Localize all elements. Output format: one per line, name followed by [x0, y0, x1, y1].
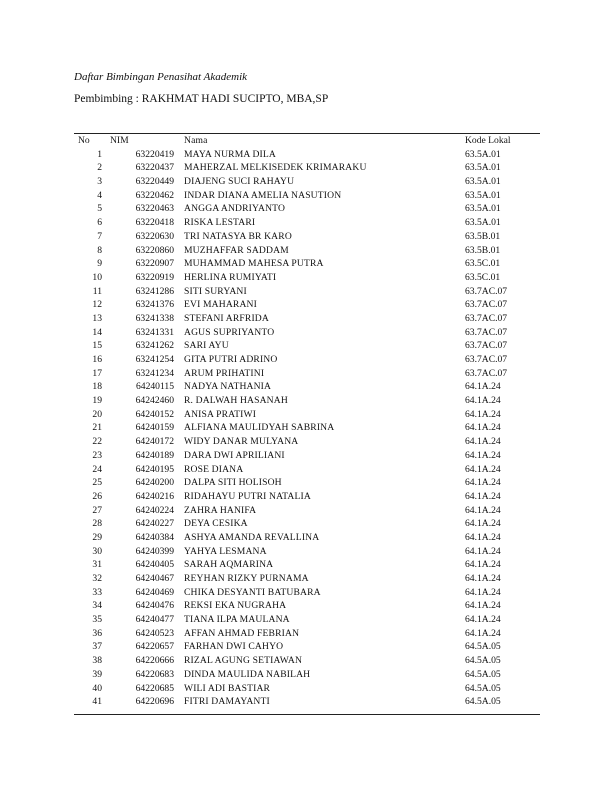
cell-name: DINDA MAULIDA NABILAH: [184, 668, 311, 680]
cell-no: 3: [97, 176, 102, 188]
cell-nim: 63241338: [135, 312, 174, 324]
cell-name: MAYA NURMA DILA: [184, 148, 276, 160]
table-row: [74, 380, 540, 394]
cell-no: 38: [92, 655, 102, 667]
table-row: [74, 490, 540, 504]
cell-no: 17: [92, 367, 102, 379]
table-row: [74, 353, 540, 367]
cell-no: 4: [97, 189, 102, 201]
cell-no: 23: [92, 449, 102, 461]
cell-name: DARA DWI APRILIANI: [184, 449, 285, 461]
cell-nim: 63220419: [135, 148, 174, 160]
cell-no: 36: [92, 627, 102, 639]
cell-no: 21: [92, 422, 102, 434]
cell-kode-lokal: 64.1A.24: [465, 436, 501, 448]
cell-kode-lokal: 63.7AC.07: [465, 326, 508, 338]
cell-no: 25: [92, 477, 102, 489]
cell-no: 40: [92, 682, 102, 694]
cell-nim: 63220907: [135, 258, 174, 270]
cell-nim: 64240159: [135, 422, 174, 434]
cell-nim: 63220860: [135, 244, 174, 256]
cell-nim: 63220462: [135, 189, 174, 201]
cell-no: 9: [97, 258, 102, 270]
cell-name: SARAH AQMARINA: [184, 559, 274, 571]
cell-name: WIDY DANAR MULYANA: [184, 436, 299, 448]
cell-nim: 64220666: [135, 655, 174, 667]
cell-nim: 63220463: [135, 203, 174, 215]
table-body: [74, 148, 540, 709]
header-no: No: [78, 135, 90, 146]
cell-no: 32: [92, 573, 102, 584]
table-row: [74, 435, 540, 449]
cell-name: DEYA CESIKA: [184, 518, 248, 530]
cell-no: 33: [92, 586, 102, 598]
cell-name: DIAJENG SUCI RAHAYU: [184, 176, 295, 188]
table-row: [74, 161, 540, 175]
cell-name: NADYA NATHANIA: [184, 381, 272, 393]
cell-name: TIANA ILPA MAULANA: [184, 614, 290, 626]
cell-kode-lokal: 64.1A.24: [465, 477, 501, 489]
cell-nim: 64240172: [135, 436, 174, 448]
cell-name: REYHAN RIZKY PURNAMA: [184, 573, 309, 584]
cell-name: FITRI DAMAYANTI: [184, 696, 270, 708]
cell-no: 31: [92, 559, 102, 571]
cell-no: 7: [97, 230, 102, 242]
cell-name: WILI ADI BASTIAR: [184, 682, 271, 694]
cell-name: SARI AYU: [184, 340, 229, 352]
cell-nim: 63241234: [135, 367, 174, 379]
cell-no: 22: [92, 436, 102, 448]
cell-name: MUHAMMAD MAHESA PUTRA: [184, 258, 324, 270]
cell-nim: 64220685: [135, 682, 174, 694]
table-row: [74, 668, 540, 682]
cell-kode-lokal: 64.5A.05: [465, 655, 501, 667]
cell-no: 15: [92, 340, 102, 352]
cell-nim: 64240224: [135, 504, 174, 516]
table-row: [74, 367, 540, 381]
table-header-row: [74, 134, 540, 148]
cell-name: GITA PUTRI ADRINO: [184, 354, 278, 365]
cell-kode-lokal: 64.1A.24: [465, 408, 501, 420]
cell-kode-lokal: 64.5A.05: [465, 682, 501, 694]
cell-name: ASHYA AMANDA REVALLINA: [184, 531, 320, 543]
cell-nim: 64240195: [135, 463, 174, 475]
cell-no: 1: [97, 148, 102, 160]
table-row: [74, 244, 540, 258]
table-row: [74, 640, 540, 654]
cell-no: 11: [92, 285, 102, 297]
cell-kode-lokal: 64.1A.24: [465, 573, 501, 584]
table-bottom-rule: [74, 714, 540, 715]
cell-kode-lokal: 63.5B.01: [465, 230, 501, 242]
cell-name: MUZHAFFAR SADDAM: [184, 244, 289, 256]
cell-nim: 64240399: [135, 545, 174, 557]
cell-no: 35: [92, 614, 102, 626]
cell-nim: 63220449: [135, 176, 174, 188]
table-row: [74, 449, 540, 463]
table-row: [74, 695, 540, 709]
table-row: [74, 257, 540, 271]
cell-nim: 64240476: [135, 600, 174, 612]
cell-nim: 64242460: [135, 395, 174, 407]
table-row: [74, 298, 540, 312]
cell-kode-lokal: 64.5A.05: [465, 641, 501, 653]
table-row: [74, 326, 540, 340]
table-row: [74, 421, 540, 435]
cell-kode-lokal: 63.5B.01: [465, 244, 501, 256]
cell-no: 20: [92, 408, 102, 420]
table-row: [74, 408, 540, 422]
cell-nim: 64240216: [135, 490, 174, 502]
cell-no: 26: [92, 490, 102, 502]
cell-kode-lokal: 64.1A.24: [465, 449, 501, 461]
cell-kode-lokal: 63.5A.01: [465, 148, 501, 160]
cell-no: 37: [92, 641, 102, 653]
table-row: [74, 545, 540, 559]
cell-nim: 64240115: [135, 381, 174, 393]
table-row: [74, 586, 540, 600]
table-row: [74, 148, 540, 162]
cell-no: 5: [97, 203, 102, 215]
cell-name: RIDAHAYU PUTRI NATALIA: [184, 490, 311, 502]
cell-name: INDAR DIANA AMELIA NASUTION: [184, 189, 342, 201]
cell-no: 34: [92, 600, 102, 612]
cell-name: SITI SURYANI: [184, 285, 247, 297]
cell-no: 16: [92, 354, 102, 365]
cell-no: 10: [92, 271, 102, 283]
cell-kode-lokal: 63.7AC.07: [465, 299, 508, 311]
cell-no: 6: [97, 217, 102, 229]
cell-kode-lokal: 64.1A.24: [465, 559, 501, 571]
cell-nim: 64240189: [135, 449, 174, 461]
cell-nim: 64240200: [135, 477, 174, 489]
cell-name: ARUM PRIHATINI: [184, 367, 265, 379]
cell-no: 13: [92, 312, 102, 324]
cell-name: ALFIANA MAULIDYAH SABRINA: [184, 422, 335, 434]
table-row: [74, 613, 540, 627]
cell-kode-lokal: 63.5A.01: [465, 217, 501, 229]
cell-kode-lokal: 64.1A.24: [465, 531, 501, 543]
cell-name: STEFANI ARFRIDA: [184, 312, 269, 324]
student-table: [74, 134, 540, 709]
cell-no: 8: [97, 244, 102, 256]
cell-name: DALPA SITI HOLISOH: [184, 477, 282, 489]
cell-kode-lokal: 64.1A.24: [465, 600, 501, 612]
table-row: [74, 531, 540, 545]
cell-kode-lokal: 63.5C.01: [465, 258, 501, 270]
cell-no: 30: [92, 545, 102, 557]
cell-no: 14: [92, 326, 102, 338]
cell-kode-lokal: 64.5A.05: [465, 668, 501, 680]
cell-name: ZAHRA HANIFA: [184, 504, 257, 516]
cell-kode-lokal: 64.1A.24: [465, 381, 501, 393]
cell-name: AGUS SUPRIYANTO: [184, 326, 275, 338]
table-row: [74, 627, 540, 641]
cell-nim: 64240152: [135, 408, 174, 420]
table-row: [74, 285, 540, 299]
cell-no: 28: [92, 518, 102, 530]
cell-kode-lokal: 63.7AC.07: [465, 285, 508, 297]
table-row: [74, 202, 540, 216]
cell-nim: 64240227: [135, 518, 174, 530]
cell-name: EVI MAHARANI: [184, 299, 257, 311]
cell-kode-lokal: 63.7AC.07: [465, 367, 508, 379]
cell-nim: 63241254: [135, 354, 174, 365]
cell-nim: 63220437: [135, 162, 174, 174]
cell-nim: 64240405: [135, 559, 174, 571]
table-row: [74, 476, 540, 490]
table-row: [74, 189, 540, 203]
cell-name: REKSI EKA NUGRAHA: [184, 600, 287, 612]
cell-name: MAHERZAL MELKISEDEK KRIMARAKU: [184, 162, 367, 174]
cell-nim: 63241262: [135, 340, 174, 352]
table-row: [74, 463, 540, 477]
table-row: [74, 558, 540, 572]
cell-nim: 63220630: [135, 230, 174, 242]
cell-name: HERLINA RUMIYATI: [184, 271, 277, 283]
table-row: [74, 312, 540, 326]
cell-name: TRI NATASYA BR KARO: [184, 230, 292, 242]
cell-kode-lokal: 64.1A.24: [465, 614, 501, 626]
cell-no: 41: [92, 696, 102, 708]
cell-kode-lokal: 63.5A.01: [465, 189, 501, 201]
cell-kode-lokal: 64.1A.24: [465, 490, 501, 502]
table-row: [74, 271, 540, 285]
cell-nim: 64220657: [135, 641, 174, 653]
cell-name: AFFAN AHMAD FEBRIAN: [184, 627, 300, 639]
table-row: [74, 394, 540, 408]
cell-nim: 64240477: [135, 614, 174, 626]
cell-no: 19: [92, 395, 102, 407]
cell-kode-lokal: 63.5A.01: [465, 203, 501, 215]
table-row: [74, 599, 540, 613]
cell-kode-lokal: 64.1A.24: [465, 545, 501, 557]
cell-nim: 63220919: [135, 271, 174, 283]
cell-nim: 63241286: [135, 285, 174, 297]
cell-nim: 64220683: [135, 668, 174, 680]
cell-nim: 64240469: [135, 586, 174, 598]
cell-name: RISKA LESTARI: [184, 217, 256, 229]
table-row: [74, 216, 540, 230]
cell-kode-lokal: 63.7AC.07: [465, 312, 508, 324]
cell-no: 12: [92, 299, 102, 311]
cell-kode-lokal: 64.1A.24: [465, 586, 501, 598]
cell-nim: 63241376: [135, 299, 174, 311]
cell-nim: 63220418: [135, 217, 174, 229]
cell-kode-lokal: 63.5A.01: [465, 162, 501, 174]
cell-kode-lokal: 63.5C.01: [465, 271, 501, 283]
cell-kode-lokal: 64.1A.24: [465, 518, 501, 530]
cell-kode-lokal: 64.1A.24: [465, 627, 501, 639]
table-row: [74, 682, 540, 696]
table-row: [74, 572, 540, 586]
cell-kode-lokal: 64.1A.24: [465, 463, 501, 475]
cell-kode-lokal: 64.1A.24: [465, 395, 501, 407]
supervisor-line: Pembimbing : RAKHMAT HADI SUCIPTO, MBA,SP: [74, 93, 329, 105]
cell-nim: 63241331: [135, 326, 174, 338]
header-name: Nama: [184, 135, 208, 146]
cell-no: 27: [92, 504, 102, 516]
cell-name: RIZAL AGUNG SETIAWAN: [184, 655, 303, 667]
cell-no: 29: [92, 531, 102, 543]
table-row: [74, 654, 540, 668]
cell-name: CHIKA DESYANTI BATUBARA: [184, 586, 321, 598]
cell-kode-lokal: 64.1A.24: [465, 422, 501, 434]
cell-no: 39: [92, 668, 102, 680]
table-row: [74, 175, 540, 189]
table-row: [74, 517, 540, 531]
cell-name: FARHAN DWI CAHYO: [184, 641, 284, 653]
cell-kode-lokal: 64.1A.24: [465, 504, 501, 516]
cell-kode-lokal: 63.5A.01: [465, 176, 501, 188]
header-nim: NIM: [110, 135, 129, 146]
cell-no: 18: [92, 381, 102, 393]
cell-name: ROSE DIANA: [184, 463, 244, 475]
cell-kode-lokal: 64.5A.05: [465, 696, 501, 708]
cell-name: YAHYA LESMANA: [184, 545, 267, 557]
table-row: [74, 504, 540, 518]
header-kode-lokal: Kode Lokal: [465, 135, 511, 146]
cell-no: 2: [97, 162, 102, 174]
table-row: [74, 339, 540, 353]
cell-kode-lokal: 63.7AC.07: [465, 340, 508, 352]
cell-name: R. DALWAH HASANAH: [184, 395, 288, 407]
cell-nim: 64240523: [135, 627, 174, 639]
cell-name: ANISA PRATIWI: [184, 408, 257, 420]
table-row: [74, 230, 540, 244]
cell-nim: 64240384: [135, 531, 174, 543]
cell-no: 24: [92, 463, 102, 475]
cell-nim: 64240467: [135, 573, 174, 584]
cell-name: ANGGA ANDRIYANTO: [184, 203, 286, 215]
cell-nim: 64220696: [135, 696, 174, 708]
cell-kode-lokal: 63.7AC.07: [465, 354, 508, 365]
document-title: Daftar Bimbingan Penasihat Akademik: [74, 71, 248, 83]
